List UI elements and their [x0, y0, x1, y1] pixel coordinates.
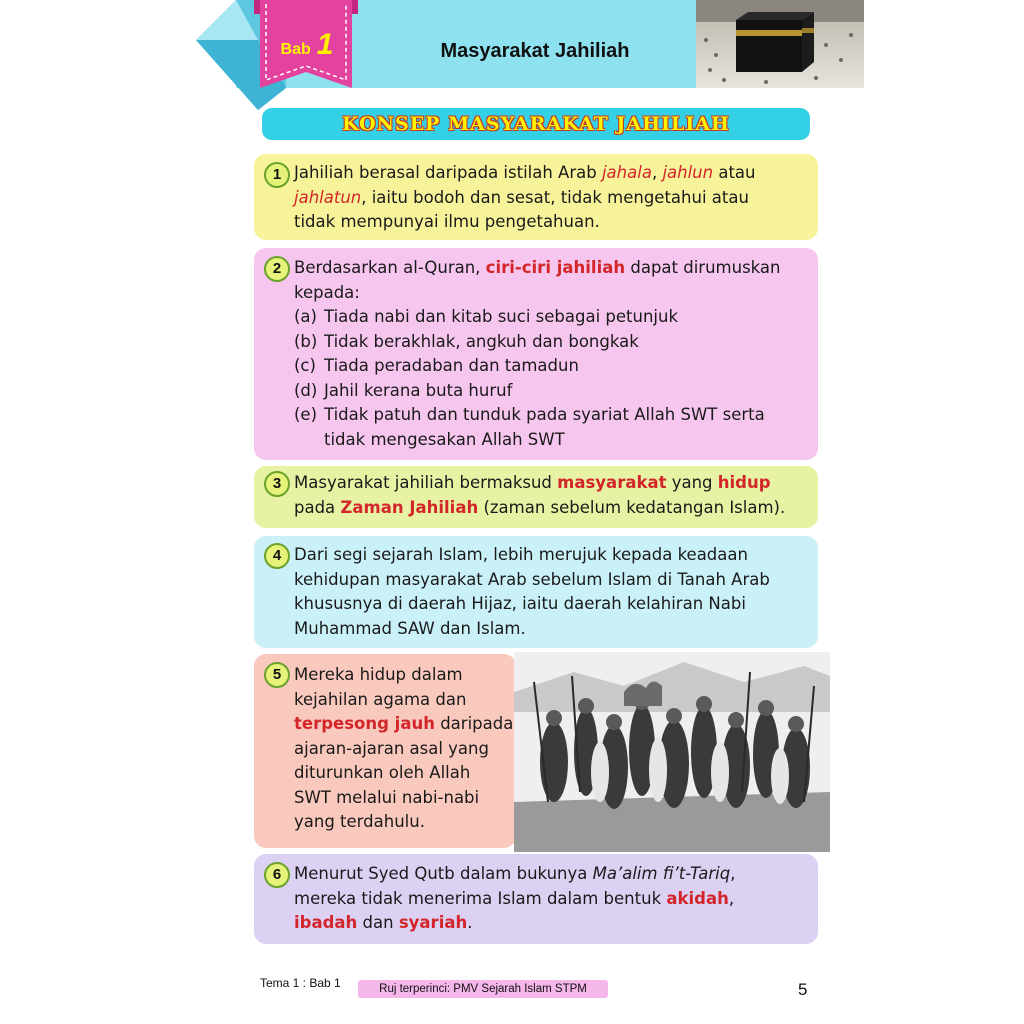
highlight-term: terpesong jauh	[294, 714, 435, 733]
section-title	[262, 108, 810, 140]
highlight-term: jahala	[601, 163, 652, 182]
text-run: daripada	[434, 714, 514, 733]
section-title-text: KONSEP MASYARAKAT JAHILIAH	[342, 113, 730, 135]
text-line: kepada:	[294, 282, 360, 302]
point-box-3	[254, 466, 818, 528]
highlight-term: jahlatun	[294, 187, 362, 207]
text-line: ajaran-ajaran asal yang	[294, 738, 489, 758]
text-run: pada	[294, 497, 341, 517]
text-run: mereka tidak menerima Islam dalam bentuk	[294, 888, 667, 908]
point-number-5: 5	[264, 662, 290, 688]
list-item-text: tidak mengesakan Allah SWT	[324, 429, 565, 449]
list-item	[294, 330, 781, 355]
text-run: ,	[730, 864, 736, 883]
highlight-term: jahlun	[662, 163, 714, 182]
text-run: .	[467, 913, 473, 932]
highlight-term: hidup	[717, 473, 771, 492]
point-number-4: 4	[264, 543, 290, 569]
text-run: , iaitu bodoh dan sesat, tidak mengetahui atau	[361, 187, 749, 207]
point-box-5	[254, 654, 516, 848]
text-line: Dari segi sejarah Islam, lebih merujuk kepada keadaan	[294, 545, 748, 564]
text-line: khususnya di daerah Hijaz, iaitu daerah kelahiran Nabi	[294, 594, 746, 613]
text-line: tidak mempunyai ilmu pengetahuan.	[294, 212, 600, 231]
chapter-badge-label: Bab	[280, 41, 311, 58]
footer-theme-label: Tema 1 : Bab 1	[260, 976, 341, 990]
point-number-1: 1	[264, 162, 290, 188]
list-item-text: Tiada nabi dan kitab suci sebagai petunjuk	[324, 307, 679, 326]
kaaba-photo	[696, 0, 864, 88]
text-line: Mereka hidup dalam	[294, 665, 463, 684]
text-line: yang terdahulu.	[294, 812, 425, 831]
text-run: ,	[728, 888, 735, 908]
point-text-2	[294, 256, 781, 452]
footer-reference-badge: Ruj terperinci: PMV Sejarah Islam STPM	[358, 980, 608, 998]
chapter-badge	[262, 28, 352, 68]
point-text-4	[294, 543, 770, 641]
book-title: Ma’alim fi’t-Tariq	[592, 864, 731, 883]
list-item-text: Jahil kerana buta huruf	[324, 380, 513, 400]
text-run: Menurut Syed Qutb dalam bukunya	[294, 864, 593, 883]
point-box-1	[254, 154, 818, 240]
highlight-term: masyarakat	[557, 473, 667, 492]
point-text-3	[294, 471, 785, 520]
text-line: kejahilan agama dan	[294, 689, 467, 709]
list-item-text: Tiada peradaban dan tamadun	[324, 356, 579, 375]
text-run: atau	[713, 163, 756, 182]
page-number: 5	[798, 980, 808, 999]
list-item	[294, 379, 781, 404]
text-run: dan	[357, 913, 399, 932]
chapter-badge-number: 1	[316, 28, 334, 61]
text-run: ,	[651, 163, 663, 182]
point-text-1	[294, 161, 756, 235]
text-line: SWT melalui nabi-nabi	[294, 787, 480, 807]
text-line: diturunkan oleh Allah	[294, 763, 471, 782]
text-run: Berdasarkan al-Quran,	[294, 258, 486, 277]
text-run: yang	[666, 473, 718, 492]
point-number-6: 6	[264, 862, 290, 888]
list-item-label: (e)	[294, 405, 318, 424]
point-number-3: 3	[264, 471, 290, 497]
list-item-label: (b)	[294, 331, 318, 351]
point-box-6	[254, 854, 818, 944]
text-line: kehidupan masyarakat Arab sebelum Islam di Tanah Arab	[294, 569, 770, 589]
point-text-6	[294, 862, 736, 936]
list-item	[294, 403, 781, 428]
highlight-term: ciri-ciri jahiliah	[485, 258, 626, 277]
point-box-2	[254, 248, 818, 460]
list-item-label: (a)	[294, 307, 317, 326]
chapter-title: Masyarakat Jahiliah	[440, 40, 630, 62]
highlight-term: ibadah	[294, 913, 358, 932]
list-item-label: (c)	[294, 356, 316, 375]
text-run: Jahiliah berasal daripada istilah Arab	[294, 163, 602, 182]
point-number-2: 2	[264, 256, 290, 282]
text-run: dapat dirumuskan	[625, 258, 781, 277]
list-item-text: Tidak berakhlak, angkuh dan bongkak	[324, 331, 639, 351]
highlight-term: syariah	[398, 913, 468, 932]
highlight-term: Zaman Jahiliah	[340, 497, 479, 517]
point-text-5	[294, 663, 513, 835]
list-item	[294, 305, 781, 330]
text-line: Muhammad SAW dan Islam.	[294, 618, 526, 638]
list-item	[294, 354, 781, 379]
text-run: (zaman sebelum kedatangan Islam).	[478, 497, 786, 517]
list-item-label: (d)	[294, 380, 318, 400]
text-run: Masyarakat jahiliah bermaksud	[294, 473, 558, 492]
list-item-text: Tidak patuh dan tunduk pada syariat Allah SWT serta	[324, 405, 765, 424]
list-item-continuation	[294, 428, 781, 453]
point-box-4	[254, 536, 818, 648]
caravan-engraving-illustration	[514, 652, 830, 852]
highlight-term: akidah	[666, 888, 729, 908]
